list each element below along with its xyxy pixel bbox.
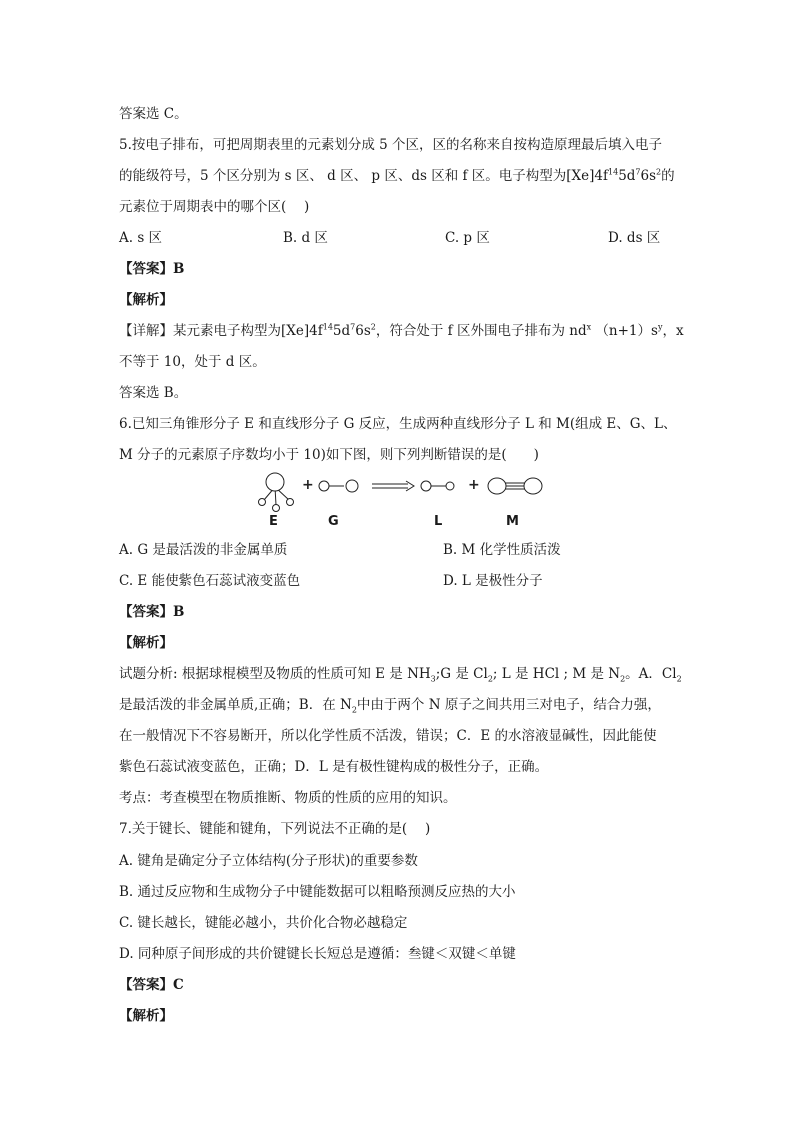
superscript: 2 <box>370 322 376 332</box>
label-g: G <box>328 514 339 529</box>
analysis-line-3: 在一般情况下不容易断开，所以化学性质不活泼，错误；C．E 的水溶液显碱性，因此能使 <box>119 728 657 744</box>
subscript: 2 <box>676 674 682 684</box>
text: ，x <box>662 323 684 339</box>
text-line: 答案选 C。 <box>119 106 188 122</box>
subscript: 3 <box>430 674 436 684</box>
text: 中由于两个 N 原子之间共用三对电子，结合力强， <box>356 697 661 713</box>
molecule-l <box>421 481 454 491</box>
subscript: 2 <box>351 705 357 715</box>
subscript: 2 <box>487 674 493 684</box>
analysis-line-4: 紫色石蕊试液变蓝色，正确；D．L 是有极性键构成的极性分子，正确。 <box>119 759 549 775</box>
text: ;G 是 Cl <box>435 666 488 682</box>
superscript: 7 <box>635 167 641 177</box>
text: 的 <box>661 168 675 184</box>
superscript: x <box>586 322 592 332</box>
question-6-line-2: M 分子的元素原子序数均小于 10)如下图，则下列判断错误的是( ) <box>119 447 539 463</box>
text: 。A．Cl <box>625 666 677 682</box>
option-c: C. 键长越长，键能必越小，共价化合物必越稳定 <box>119 915 408 931</box>
option-a: A. 键角是确定分子立体结构(分子形状)的重要参数 <box>119 853 418 869</box>
text: ; L 是 HCl ; M 是 N <box>492 666 621 682</box>
label-l: L <box>434 514 443 529</box>
text: 6s <box>355 323 371 339</box>
text: （n+1）s <box>591 323 658 339</box>
superscript: 14 <box>608 167 619 177</box>
answer-choice: 答案选 B。 <box>119 385 188 401</box>
answer-label: 【答案】B <box>119 604 185 620</box>
analysis-label: 【解析】 <box>119 1008 173 1024</box>
question-6-line-1: 6.已知三角锥形分子 E 和直线形分子 G 反应，生成两种直线形分子 L 和 M(组成 E、G、L、 <box>119 416 677 432</box>
analysis-line-1 <box>119 665 682 683</box>
superscript: 14 <box>322 322 333 332</box>
answer-label: 【答案】C <box>119 977 184 993</box>
detail-line-2: 不等于 10，处于 d 区。 <box>119 354 266 370</box>
option-b: B. M 化学性质活泼 <box>443 542 561 558</box>
option-b: B. 通过反应物和生成物分子中键能数据可以粗略预测反应热的大小 <box>119 884 516 900</box>
subscript: 2 <box>620 674 626 684</box>
question-5-line-2 <box>119 167 675 185</box>
answer-label: 【答案】B <box>119 261 185 277</box>
question-5-line-1: 5.按电子排布，可把周期表里的元素划分成 5 个区，区的名称来自按构造原理最后填入电子 <box>119 137 663 153</box>
plus-sign: + <box>302 477 314 493</box>
superscript: 2 <box>656 167 662 177</box>
analysis-line-2 <box>119 696 661 714</box>
option-a: A. s 区 <box>119 230 163 246</box>
label-m: M <box>506 514 519 529</box>
superscript: y <box>657 322 663 332</box>
text: 5d <box>332 323 351 339</box>
analysis-label: 【解析】 <box>119 635 173 651</box>
molecule-e <box>259 473 294 512</box>
option-d: D. ds 区 <box>608 230 661 246</box>
molecule-m <box>488 478 542 494</box>
text: 的能级符号，5 个区分别为 s 区、 d 区、 p 区、ds 区和 f 区。电子构型为[Xe]4f <box>119 168 608 184</box>
option-b: B. d 区 <box>283 230 328 246</box>
option-a: A. G 是最活泼的非金属单质 <box>119 542 288 558</box>
text: 5d <box>618 168 636 184</box>
text: 试题分析: 根据球棍模型及物质的性质可知 E 是 NH <box>119 666 431 682</box>
detail-line-1 <box>119 322 684 340</box>
option-c: C. E 能使紫色石蕊试液变蓝色 <box>119 573 301 589</box>
option-c: C. p 区 <box>445 230 490 246</box>
superscript: 7 <box>350 322 356 332</box>
plus-sign: + <box>468 477 480 493</box>
text: ，符合处于 f 区外围电子排布为 nd <box>375 323 587 339</box>
molecule-g <box>319 480 358 492</box>
reaction-diagram-svg <box>250 470 570 532</box>
text: 是最活泼的非金属单质,正确；B．在 N <box>119 697 352 713</box>
text: 6s <box>640 168 657 184</box>
label-e: E <box>269 514 278 529</box>
analysis-label: 【解析】 <box>119 292 173 308</box>
option-d: D. 同种原子间形成的共价键键长长短总是遵循：叁键＜双键＜单键 <box>119 946 516 962</box>
question-5-line-3: 元素位于周期表中的哪个区( ) <box>119 199 310 215</box>
question-7: 7.关于键长、键能和键角，下列说法不正确的是( ) <box>119 821 431 837</box>
molecule-diagram <box>250 470 570 536</box>
key-point: 考点：考查模型在物质推断、物质的性质的应用的知识。 <box>119 790 457 806</box>
arrow-icon <box>372 481 414 491</box>
option-d: D. L 是极性分子 <box>443 573 543 589</box>
text: 【详解】某元素电子构型为[Xe]4f <box>119 323 323 339</box>
